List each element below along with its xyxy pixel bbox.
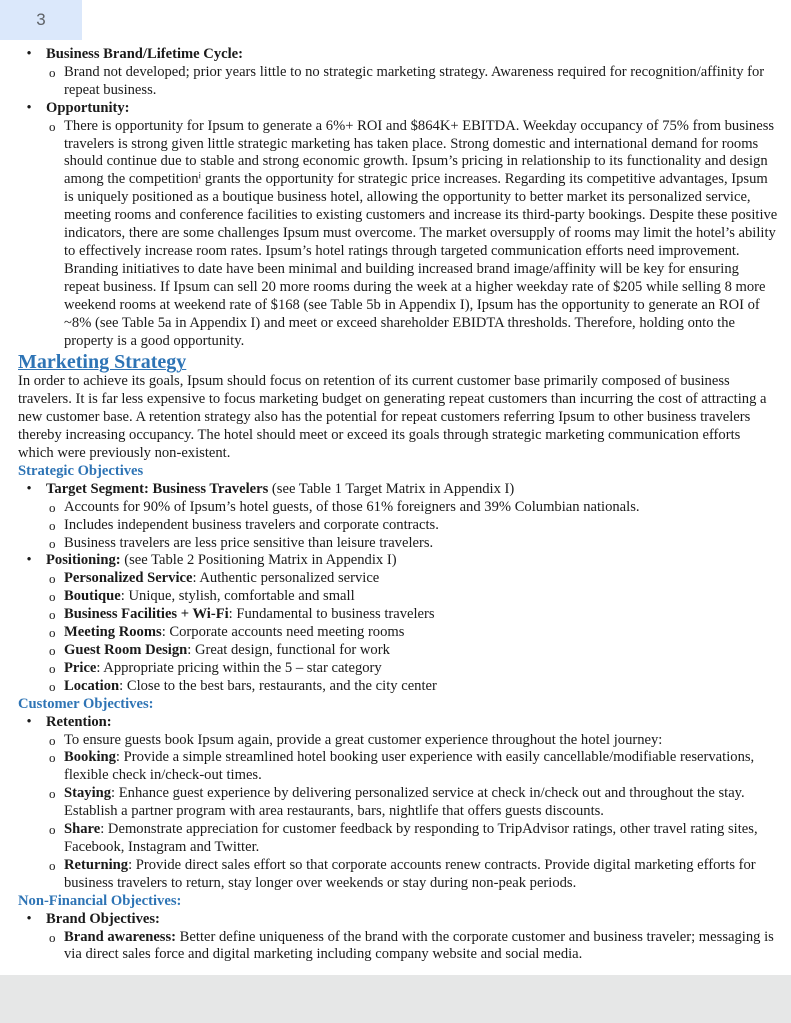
sub-bullet-icon: o bbox=[49, 571, 56, 587]
bullet-opportunity bbox=[18, 100, 778, 118]
term-desc: Better define uniqueness of the brand with the corporate customer and business traveler; messaging is via direct sales force and digital marketing including company website and social media. bbox=[64, 928, 774, 963]
term-desc: : Great design, functional for work bbox=[187, 642, 390, 658]
term-desc: : Authentic personalized service bbox=[192, 570, 380, 587]
sub-bullet bbox=[18, 624, 778, 642]
sub-bullet bbox=[18, 678, 778, 696]
term: Price bbox=[64, 659, 97, 676]
sub-bullet bbox=[18, 499, 778, 517]
sub-bullet-icon: o bbox=[49, 589, 56, 605]
sub-bullet-icon: o bbox=[49, 517, 56, 533]
heading-customer-objectives: Customer Objectives: bbox=[18, 695, 154, 712]
bullet-icon: • bbox=[26, 552, 32, 569]
sub-bullet-icon: o bbox=[49, 929, 56, 945]
sub-bullet bbox=[18, 642, 778, 660]
term: Boutique bbox=[64, 588, 121, 605]
bullet-icon: • bbox=[26, 99, 32, 116]
sub-bullet-icon: o bbox=[49, 786, 56, 802]
sub-bullet-icon: o bbox=[49, 499, 56, 515]
bullet-title: Opportunity: bbox=[46, 99, 130, 116]
sub-bullet bbox=[18, 857, 778, 893]
sub-bullet bbox=[18, 64, 778, 100]
sub-bullet bbox=[18, 929, 778, 965]
term-desc: : Unique, stylish, comfortable and small bbox=[120, 588, 355, 605]
page-number-badge: 3 bbox=[0, 0, 82, 40]
sub-bullet bbox=[18, 785, 778, 821]
heading-marketing-strategy: Marketing Strategy bbox=[18, 351, 187, 374]
bullet-icon: • bbox=[26, 713, 32, 730]
term-desc: : Fundamental to business travelers bbox=[228, 606, 435, 623]
bullet-icon: • bbox=[26, 480, 32, 497]
sub-bullet-icon: o bbox=[49, 660, 56, 676]
term: Brand awareness: bbox=[64, 928, 177, 945]
sub-bullet-text: Brand not developed; prior years little to no strategic marketing strategy. Awareness required for recognition/affinity for repeat business. bbox=[64, 63, 765, 98]
sub-bullet-text: Accounts for 90% of Ipsum’s hotel guests, of those 61% foreigners and 39% Columbian nationals. bbox=[64, 498, 640, 515]
term-desc: : Demonstrate appreciation for customer feedback by responding to TripAdvisor ratings, other travel rating sites, Facebook, Instagram and Twitter. bbox=[64, 821, 758, 855]
sub-bullet bbox=[18, 606, 778, 624]
sub-bullet bbox=[18, 517, 778, 535]
page-footer-gap bbox=[0, 975, 791, 1023]
heading-strategic-objectives: Strategic Objectives bbox=[18, 462, 144, 479]
term-desc: : Close to the best bars, restaurants, and the city center bbox=[119, 677, 437, 694]
term: Business Facilities + Wi-Fi bbox=[64, 606, 229, 623]
document-body bbox=[18, 46, 778, 964]
sub-bullet-icon: o bbox=[49, 64, 56, 80]
sub-bullet bbox=[18, 732, 778, 750]
term: Personalized Service bbox=[64, 570, 193, 587]
bullet-title: Retention: bbox=[46, 713, 112, 730]
sub-bullet bbox=[18, 660, 778, 678]
bullet-title: Business Brand/Lifetime Cycle: bbox=[46, 46, 244, 62]
term-desc: : Corporate accounts need meeting rooms bbox=[161, 624, 405, 641]
bullet-title: Target Segment: Business Travelers bbox=[46, 480, 269, 497]
bullet-icon: • bbox=[26, 910, 32, 927]
sub-bullet-icon: o bbox=[49, 118, 56, 134]
sub-bullet bbox=[18, 118, 778, 351]
sub-bullet-icon: o bbox=[49, 750, 56, 766]
term: Meeting Rooms bbox=[64, 624, 162, 641]
sub-bullet bbox=[18, 821, 778, 857]
marketing-strategy-paragraph: In order to achieve its goals, Ipsum should focus on retention of its current customer base primarily composed of business travelers. It is far less expensive to focus marketing budget on generating repeat customers than incurring the cost of attracting a new customer base. A retention strategy also has the potential for repeat customers referring Ipsum to other business travelers thereby increasing occupancy. The hotel should meet or exceed its goals through strategic marketing communication efforts which were previously non-existent. bbox=[18, 373, 767, 462]
sub-bullet bbox=[18, 588, 778, 606]
term: Share bbox=[64, 821, 101, 838]
sub-bullet-icon: o bbox=[49, 678, 56, 694]
bullet-suffix: (see Table 2 Positioning Matrix in Appendix I) bbox=[120, 552, 397, 569]
sub-bullet-icon: o bbox=[49, 857, 56, 873]
bullet-icon: • bbox=[26, 46, 32, 62]
term-desc: : Enhance guest experience by delivering personalized service at check in/check out and throughout the stay. Establish a partner program with area restaurants, bars, nightlife that offers guests discounts. bbox=[64, 785, 745, 820]
sub-bullet-icon: o bbox=[49, 643, 56, 658]
bullet-business-brand bbox=[18, 46, 778, 64]
bullet-target-segment bbox=[18, 481, 778, 499]
term-desc: : Provide direct sales effort so that corporate accounts renew contracts. Provide digital marketing efforts for business travelers to return, stay longer over weekends or stay during non-peak periods. bbox=[64, 856, 756, 891]
sub-bullet bbox=[18, 749, 778, 785]
sub-bullet bbox=[18, 535, 778, 553]
bullet-positioning bbox=[18, 552, 778, 570]
sub-bullet-text: To ensure guests book Ipsum again, provide a great customer experience throughout the hotel journey: bbox=[64, 731, 663, 748]
term: Booking bbox=[64, 749, 116, 766]
heading-non-financial-objectives: Non-Financial Objectives: bbox=[18, 892, 182, 909]
sub-bullet-text: Business travelers are less price sensitive than leisure travelers. bbox=[64, 534, 434, 551]
term: Staying bbox=[64, 785, 112, 802]
sub-bullet-icon: o bbox=[49, 732, 56, 748]
sub-bullet-text: Includes independent business travelers and corporate contracts. bbox=[64, 516, 439, 533]
bullet-title: Brand Objectives: bbox=[46, 910, 160, 927]
sub-bullet-icon: o bbox=[49, 822, 56, 838]
term: Location bbox=[64, 677, 120, 694]
sub-bullet-icon: o bbox=[49, 607, 56, 623]
sub-bullet-text: There is opportunity for Ipsum to generate a 6%+ ROI and $864K+ EBITDA. Weekday occupancy of 75% from business travelers is strong given little strategic marketing has taken place. Strong domestic and international demand for rooms should continue due to stable and strong economic growth. Ipsum’s pricing in relationship to its functionality and design among the competitionⁱ grants the opportunity for strategic price increases. Regarding its competitive advantages, Ipsum is uniquely positioned as a boutique business hotel, allowing the opportunity to better market its personalized service, meeting rooms and conference facilities to existing customers and increase its third-party bookings. Despite these positive indicators, there are some challenges Ipsum must overcome. The market oversupply of rooms may limit the hotel’s ability to effectively increase room rates. Ipsum’s hotel ratings through targeted communication efforts need improvement. Branding initiatives to date have been minimal and building increased brand image/affinity will be key for ensuring repeat business. If Ipsum can sell 20 more rooms during the week at a higher weekday rate of $205 while selling 8 more weekend rooms at weekend rate of $168 (see Table 5b in Appendix I), Ipsum has the opportunity to generate an ROI of ~8% (see Table 5a in Appendix I) and meet or exceed shareholder EBIDTA thresholds. Therefore, holding onto the property is a good opportunity. bbox=[64, 117, 778, 349]
sub-bullet-icon: o bbox=[49, 625, 56, 641]
bullet-suffix: (see Table 1 Target Matrix in Appendix I) bbox=[268, 480, 515, 497]
sub-bullet bbox=[18, 570, 778, 588]
term-desc: : Provide a simple streamlined hotel booking user experience with easily cancellable/modifiable reservations, flexible check in/check-out times. bbox=[64, 749, 755, 784]
term: Guest Room Design bbox=[64, 642, 188, 658]
bullet-title: Positioning: bbox=[46, 552, 121, 569]
bullet-retention bbox=[18, 714, 778, 732]
bullet-brand-objectives bbox=[18, 911, 778, 929]
term-desc: : Appropriate pricing within the 5 – star category bbox=[96, 659, 382, 676]
term: Returning bbox=[64, 856, 129, 873]
sub-bullet-icon: o bbox=[49, 535, 56, 551]
